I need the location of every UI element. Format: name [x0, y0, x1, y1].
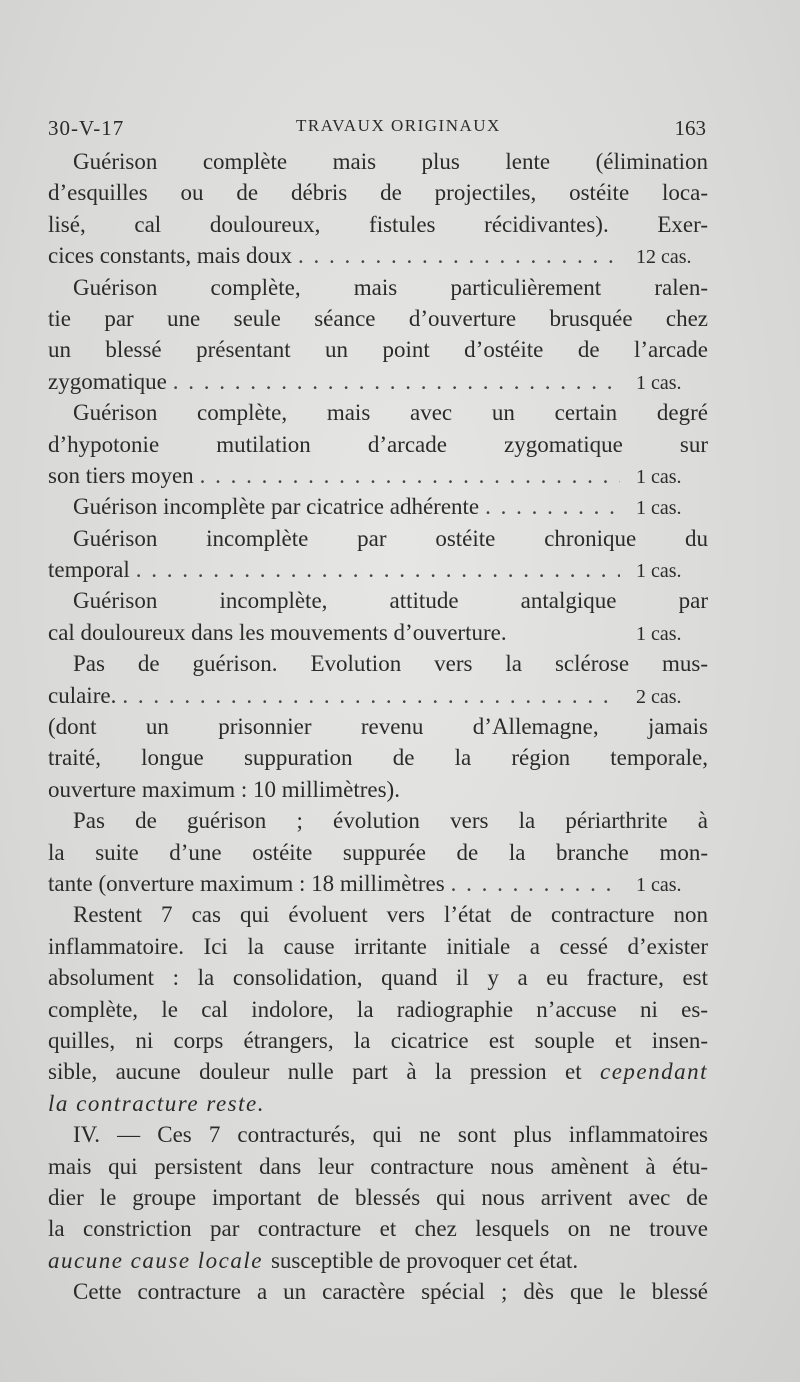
line-text: mais qui persistent dans leur contracture nous amènent à étu- [48, 1153, 708, 1179]
line-text: Guérison complète, mais particulièrement ralen- [73, 274, 708, 300]
line-text: tante (onverture maximum : 18 millimètres [48, 870, 445, 896]
case-count: 12 cas. [636, 246, 692, 269]
case-count: 1 cas. [636, 497, 682, 520]
text-line [48, 1119, 708, 1150]
line-text: d’esquilles ou de débris de projectiles, ostéite loca- [48, 180, 708, 206]
italic-text: aucune cause locale [48, 1247, 263, 1273]
italic-text: la contracture reste. [48, 1090, 265, 1116]
dot-leader [173, 366, 620, 397]
text-line [48, 366, 708, 397]
text-line [48, 1276, 708, 1307]
line-text: cal douloureux dans les mouvements d’ouverture. [48, 619, 507, 645]
case-count: 1 cas. [636, 873, 682, 896]
line-text: Guérison complète mais plus lente (élimination [73, 149, 708, 174]
page-body [48, 146, 708, 1307]
text-line [48, 962, 708, 993]
line-text: culaire. [48, 682, 117, 708]
line-text: Pas de guérison. Evolution vers la sclérose mus- [73, 651, 708, 677]
text-line [48, 837, 708, 868]
line-text: Guérison complète, mais avec un certain degré [73, 400, 708, 426]
line-text: Guérison incomplète par cicatrice adhérente [73, 494, 480, 520]
text-line [48, 523, 708, 554]
text-line [48, 742, 708, 773]
page-number: 163 [674, 116, 706, 140]
page-header [48, 116, 706, 146]
text-line [48, 554, 708, 585]
text-line [48, 899, 708, 930]
text-line [48, 1182, 708, 1213]
line-text: (dont un prisonnier revenu d’Allemagne, jamais [48, 714, 708, 740]
text-line [48, 711, 708, 742]
line-text: absolument : la consolidation, quand il y a eu fracture, est [48, 965, 708, 991]
line-text: Cette contracture a un caractère spécial ; dès que le blessé [73, 1279, 708, 1305]
italic-text: cependant [600, 1059, 709, 1085]
text-line [48, 617, 708, 648]
line-text: sible, aucune douleur nulle part à la pression et [48, 1059, 582, 1085]
text-line [48, 1245, 708, 1276]
line-text: la suite d’une ostéite suppurée de la branche mon- [48, 839, 708, 865]
case-count: 1 cas. [636, 622, 682, 645]
text-line [48, 177, 708, 208]
text-line [48, 303, 708, 334]
line-text: quilles, ni corps étrangers, la cicatrice est souple et insen- [48, 1027, 708, 1053]
dot-leader [298, 240, 620, 271]
line-text: zygomatique [48, 368, 167, 394]
text-line [48, 1213, 708, 1244]
text-line [48, 774, 708, 805]
line-text: traité, longue suppuration de la région temporale, [48, 745, 708, 771]
line-text: d’hypotonie mutilation d’arcade zygomatique sur [48, 431, 708, 457]
text-line [48, 460, 708, 491]
text-line [48, 429, 708, 460]
line-text: Pas de guérison ; évolution vers la périarthrite à [73, 808, 708, 834]
text-line [48, 1025, 708, 1056]
line-text: un blessé présentant un point d’ostéite de l’arcade [48, 337, 708, 363]
text-line [48, 397, 708, 428]
text-line [48, 146, 708, 177]
case-count: 1 cas. [636, 465, 682, 488]
line-text: lisé, cal douloureux, fistules récidivantes). Exer- [48, 211, 708, 237]
line-text: temporal [48, 557, 130, 583]
case-count: 1 cas. [636, 560, 682, 583]
line-text: la constriction par contracture et chez lesquels on ne trouve [48, 1216, 708, 1242]
line-text: dier le groupe important de blessés qui nous arrivent avec de [48, 1184, 708, 1210]
dot-leader [485, 491, 620, 522]
text-line [48, 994, 708, 1025]
text-line [48, 931, 708, 962]
line-text: inflammatoire. Ici la cause irritante initiale a cessé d’exister [48, 933, 708, 959]
line-text: cices constants, mais doux [48, 243, 293, 269]
text-line [48, 240, 708, 271]
text-line [48, 209, 708, 240]
text-line [48, 1151, 708, 1182]
text-line [48, 1088, 708, 1119]
line-text: Restent 7 cas qui évoluent vers l’état de contracture non [73, 902, 708, 928]
line-text: tie par une seule séance d’ouverture brusquée chez [48, 305, 708, 331]
dot-leader [122, 680, 620, 711]
case-count: 1 cas. [636, 371, 682, 394]
text-line [48, 334, 708, 365]
text-line [48, 272, 708, 303]
line-text: susceptible de provoquer cet état. [270, 1247, 579, 1273]
line-text: Guérison incomplète par ostéite chronique du [73, 525, 708, 551]
dot-leader [200, 460, 620, 491]
text-line [48, 680, 708, 711]
text-line [48, 491, 733, 522]
header-title: TRAVAUX ORIGINAUX [296, 116, 501, 135]
header-date: 30-V-17 [48, 116, 125, 140]
text-line [48, 585, 708, 616]
line-text: Guérison incomplète, attitude antalgique par [73, 588, 708, 614]
text-line [48, 648, 708, 679]
line-text: complète, le cal indolore, la radiographie n’accuse ni es- [48, 996, 708, 1022]
line-text: ouverture maximum : 10 millimètres). [48, 776, 400, 802]
line-text: IV. — Ces 7 contracturés, qui ne sont plus inflammatoires [73, 1122, 708, 1148]
line-text: son tiers moyen [48, 462, 194, 488]
dot-leader [451, 868, 620, 899]
case-count: 2 cas. [636, 685, 682, 708]
dot-leader [136, 554, 620, 585]
text-line [48, 868, 708, 899]
text-line [48, 805, 708, 836]
text-line [48, 1056, 708, 1087]
